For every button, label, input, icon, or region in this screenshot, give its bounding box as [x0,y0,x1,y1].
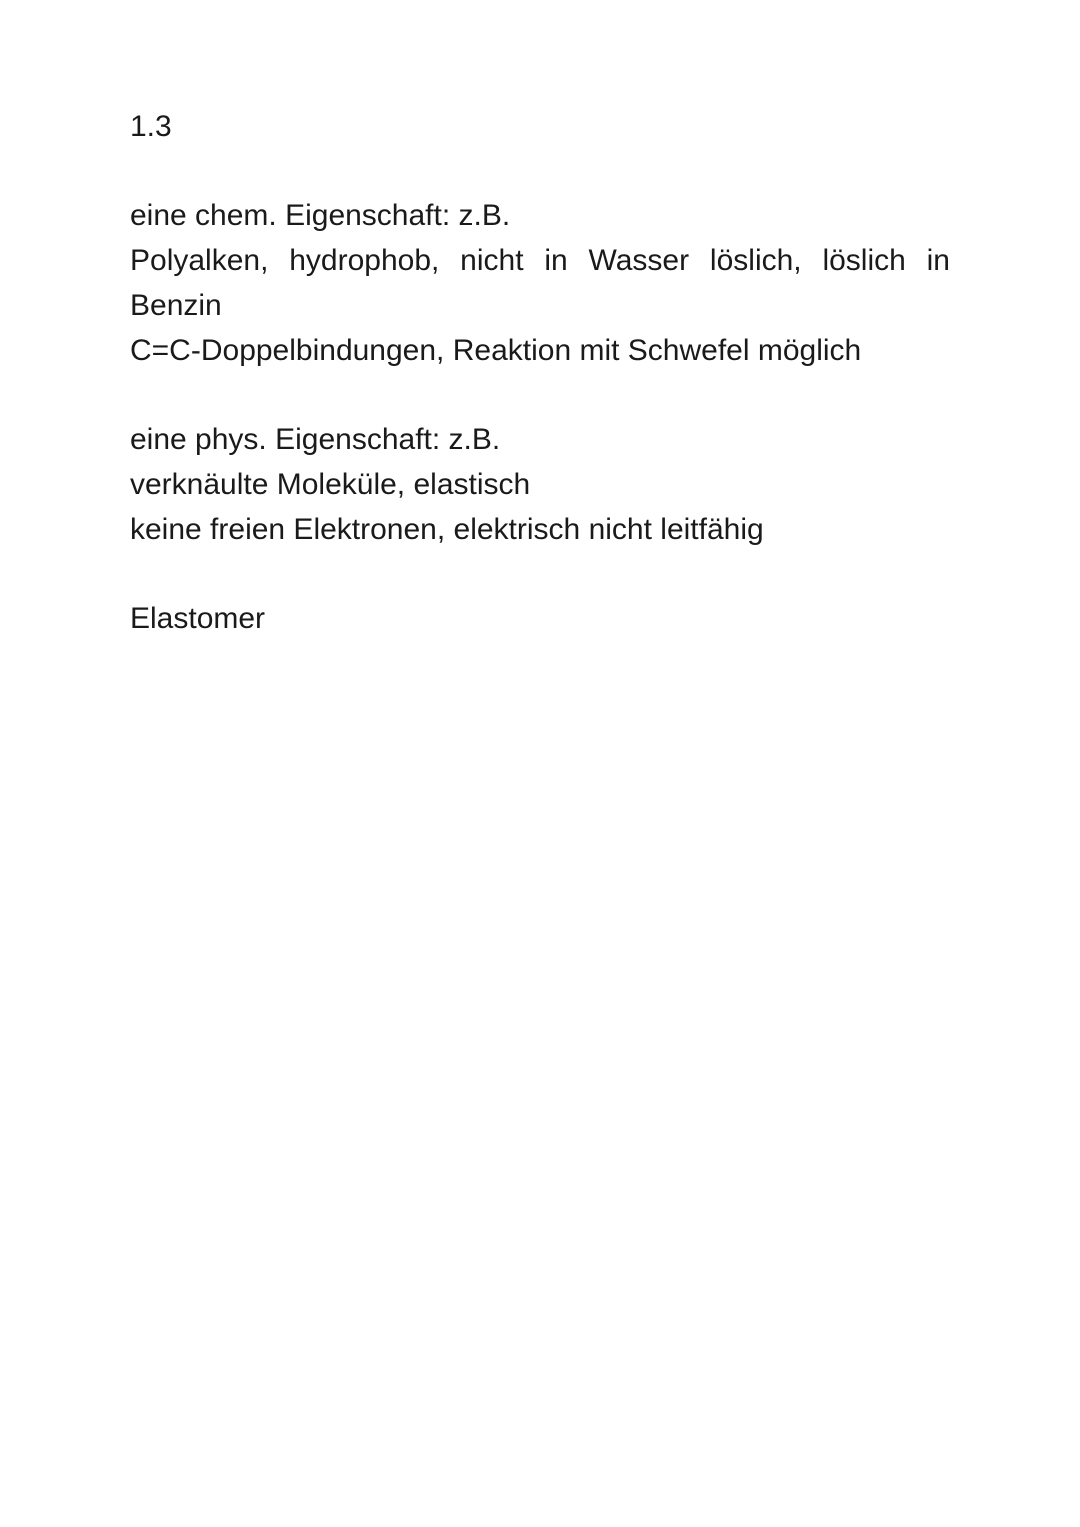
classification-term: Elastomer [130,602,266,635]
chemical-property-block [130,193,960,373]
page-header [0,62,1080,82]
physical-property-block [130,417,960,552]
physical-property-heading: eine phys. Eigenschaft: z.B. [130,423,501,456]
classification-block [130,596,960,641]
physical-property-line: verknäulte Moleküle, elastisch [130,468,531,501]
physical-property-line: keine freien Elektronen, elektrisch nicht leitfähig [130,513,764,546]
document-body [130,100,960,641]
chemical-property-heading: eine chem. Eigenschaft: z.B. [130,199,511,232]
chemical-property-line: C=C-Doppelbindungen, Reaktion mit Schwefel möglich [130,334,862,367]
section-number: 1.3 [130,110,172,143]
chemical-property-line: Benzin [130,289,222,322]
chemical-property-line: Polyalken, hydrophob, nicht in Wasser löslich, löslich in [130,244,950,277]
